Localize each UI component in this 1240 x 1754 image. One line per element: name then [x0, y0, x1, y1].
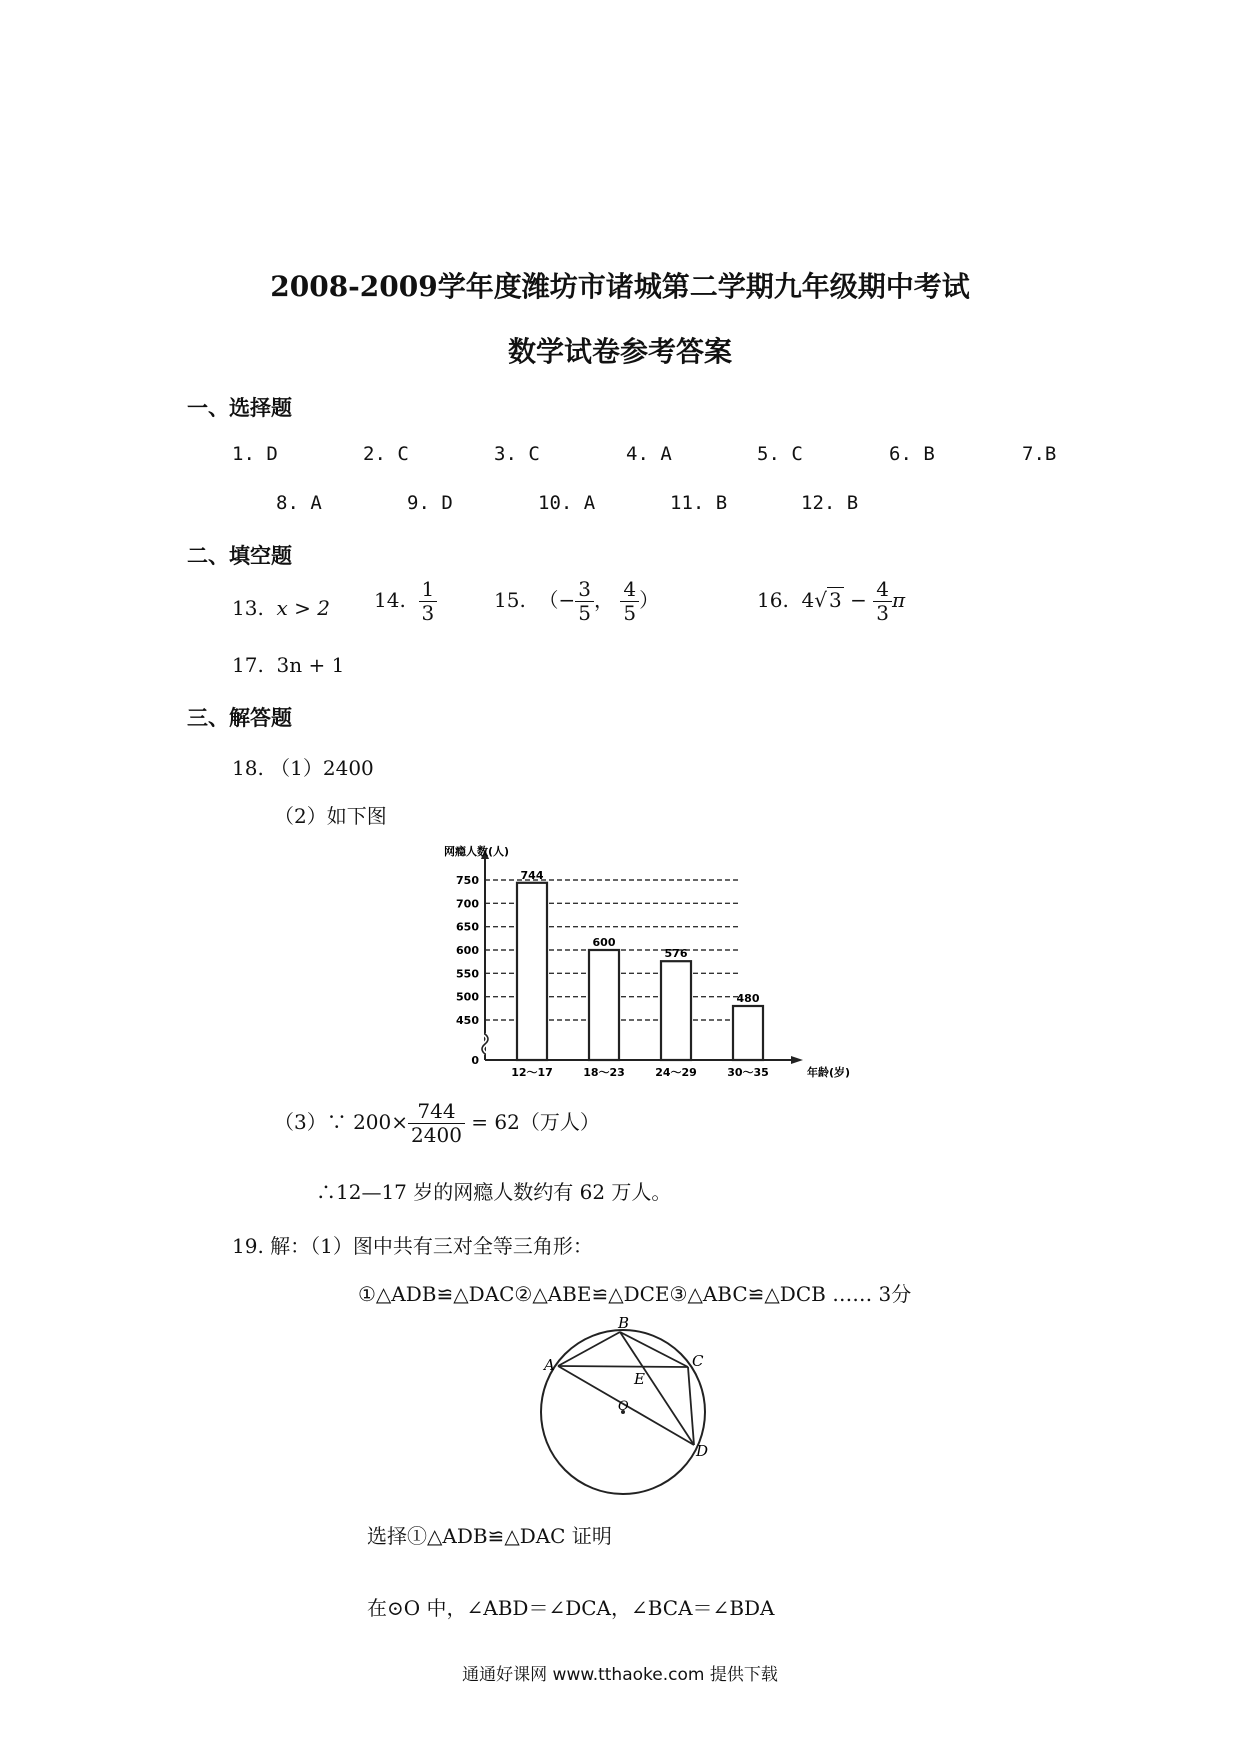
q19-pairs: ①△ADB≌△DAC②△ABE≌△DCE③△ABC≌△DCB …… 3分: [358, 1282, 912, 1306]
bar: [589, 950, 619, 1060]
label-c: C: [692, 1352, 704, 1370]
answer-item: 9. D: [407, 492, 453, 514]
x-tick-label: 12～17: [511, 1066, 553, 1079]
y-tick-label: 750: [456, 874, 479, 887]
answer-item: 6. B: [889, 443, 935, 465]
bar-chart: [440, 845, 860, 1095]
answer-item: 12. B: [801, 492, 859, 514]
bar: [661, 961, 691, 1060]
bar-data-label: 744: [520, 868, 544, 882]
answer-item: 7.B: [1022, 443, 1057, 465]
answer-q13: 13. x > 2: [232, 596, 331, 620]
x-tick-label: 24～29: [655, 1066, 697, 1079]
y-tick-label: 700: [456, 897, 479, 911]
answer-q17: 17. 3n + 1: [232, 653, 345, 677]
answer-item: 5. C: [757, 443, 803, 465]
bar-data-label: 600: [592, 936, 616, 949]
x-tick-label: 30～35: [727, 1066, 769, 1079]
q18-part3: （3）∵ 200× $\frac{744}{2400}$ = 62（万人）: [274, 1099, 600, 1147]
page-subtitle: 数学试卷参考答案: [507, 335, 732, 368]
y-tick-label: 600: [456, 944, 479, 957]
bar-data-label: 576: [664, 947, 688, 961]
fraction: $\frac{3}{5}$: [575, 578, 594, 625]
page-title: 2008-2009学年度潍坊市诸城第二学期九年级期中考试: [270, 270, 970, 303]
fraction: $\frac{4}{5}$: [620, 578, 639, 625]
label-a: A: [544, 1356, 555, 1374]
section-heading-solve: 三、解答题: [187, 706, 292, 730]
y-tick-label: 550: [456, 967, 479, 981]
q18-conclusion: ∴12—17 岁的网瘾人数约有 62 万人。: [316, 1180, 672, 1204]
y-axis-label: 网瘾人数(人): [444, 845, 510, 858]
fraction: $\frac{744}{2400}$: [408, 1100, 465, 1147]
label-b: B: [618, 1314, 630, 1332]
answer-item: 4. A: [626, 443, 672, 465]
y-tick-label: 450: [456, 1014, 479, 1027]
section-heading-choice: 一、选择题: [187, 396, 292, 420]
label-o: O: [618, 1399, 629, 1414]
answer-q14: 14. $\frac{1}{3}$: [374, 578, 437, 625]
y-tick-label: 650: [456, 920, 479, 934]
x-tick-label: 18～23: [583, 1066, 625, 1079]
q19-choose: 选择①△ADB≌△DAC 证明: [367, 1524, 612, 1548]
label-d: D: [696, 1442, 709, 1460]
label-e: E: [634, 1370, 645, 1388]
answer-item: 8. A: [276, 492, 322, 514]
q18-part1: 18. （1）2400: [232, 756, 374, 780]
fraction: $\frac{4}{3}$: [873, 578, 892, 625]
fraction: $\frac{1}{3}$: [419, 578, 438, 625]
y-tick-label: 0: [471, 1054, 479, 1067]
x-axis-label: 年龄(岁): [807, 1066, 851, 1079]
answer-item: 11. B: [670, 492, 728, 514]
q18-part2: （2）如下图: [274, 804, 387, 828]
answer-item: 10. A: [538, 492, 596, 514]
bar: [733, 1006, 763, 1060]
bar-data-label: 480: [736, 992, 760, 1005]
answer-item: 2. C: [363, 443, 409, 465]
x-axis-arrow: [791, 1056, 803, 1064]
section-heading-fill: 二、填空题: [187, 544, 292, 568]
answer-q16: 16. 4√ 3 − $\frac{4}{3}$ π: [757, 577, 906, 625]
footer-text: 通通好课网 www.tthaoke.com 提供下载: [462, 1665, 778, 1685]
answer-item: 1. D: [232, 443, 278, 465]
bar: [517, 883, 547, 1060]
answer-item: 3. C: [494, 443, 540, 465]
y-tick-label: 500: [456, 990, 479, 1004]
q19-intro: 19. 解：（1）图中共有三对全等三角形：: [232, 1234, 593, 1258]
circle-figure: [530, 1310, 730, 1500]
answer-q15: 15. （− $\frac{3}{5}$ ， $\frac{4}{5}$ ）: [494, 577, 660, 625]
q19-proof: 在⊙O 中，∠ABD＝∠DCA，∠BCA＝∠BDA: [367, 1596, 775, 1620]
